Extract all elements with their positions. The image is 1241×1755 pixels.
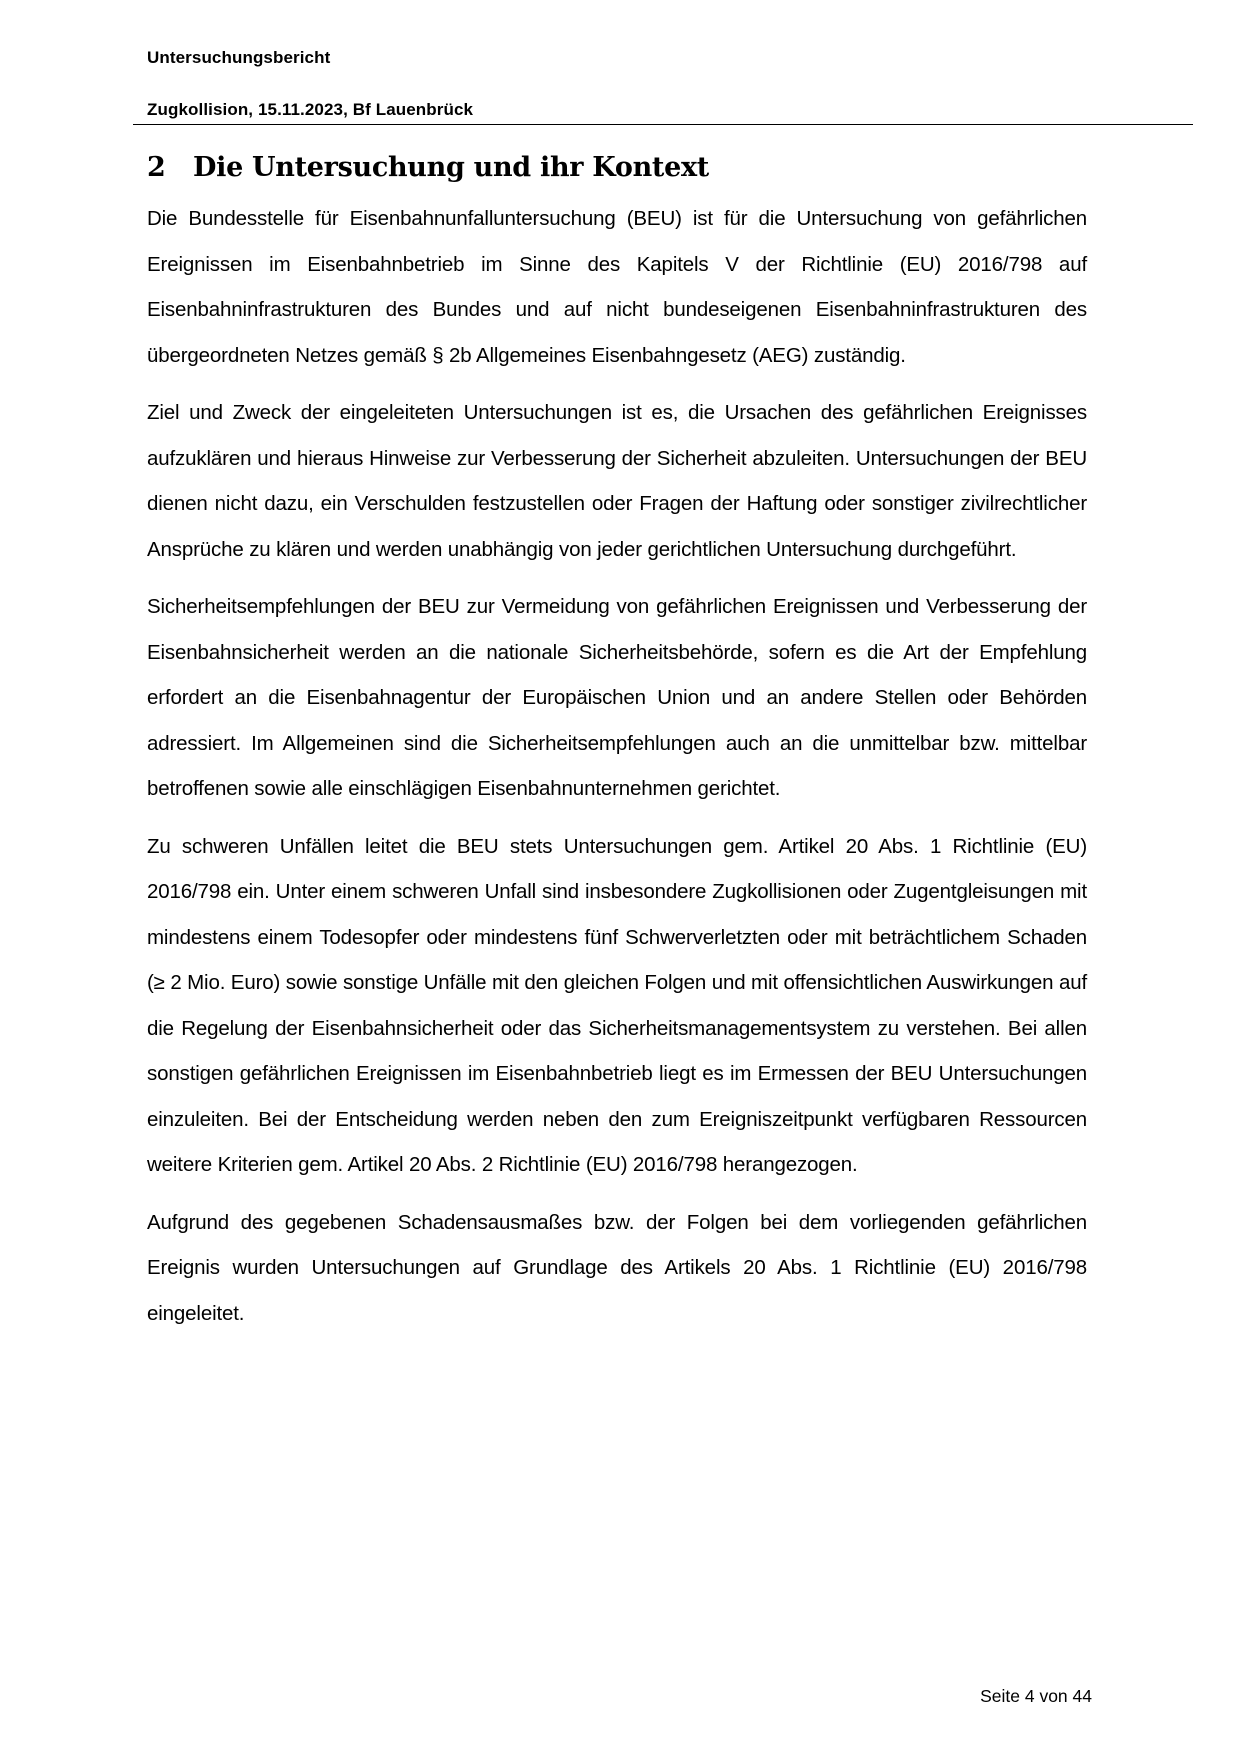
report-type-label: Untersuchungsbericht xyxy=(147,48,331,67)
section-title: Die Untersuchung und ihr Kontext xyxy=(193,152,709,183)
paragraph-serious-accidents: Zu schweren Unfällen leitet die BEU stets Untersuchungen gem. Artikel 20 Abs. 1 Richtlinie (EU) 2016/798 ein. Unter einem schweren Unfall sind insbesondere Zugkollisionen oder Zugentgleisungen mit mindestens einem Todesopfer oder mindestens fünf Schwerverletzten oder mit beträchtlichem Schaden (≥ 2 Mio. Euro) sowie sonstige Unfälle mit den gleichen Folgen und mit offensichtlichen Auswirkungen auf die Regelung der Eisenbahnsicherheit oder das Sicherheitsmanagementsystem zu verstehen. Bei allen sonstigen gefährlichen Ereignissen im Eisenbahnbetrieb liegt es im Ermessen der BEU Untersuchungen einzuleiten. Bei der Entscheidung werden neben den zum Ereigniszeitpunkt verfügbaren Ressourcen weitere Kriterien gem. Artikel 20 Abs. 2 Richtlinie (EU) 2016/798 herangezogen. xyxy=(147,834,1087,1176)
page-number: Seite 4 von 44 xyxy=(980,1686,1092,1706)
section-investigation-context xyxy=(147,148,1087,1348)
section-number: 2 xyxy=(147,152,166,183)
section-heading xyxy=(147,148,1087,188)
paragraph-responsibility: Die Bundesstelle für Eisenbahnunfalluntersuchung (BEU) ist für die Untersuchung von gefährlichen Ereignissen im Eisenbahnbetrieb im Sinne des Kapitels V der Richtlinie (EU) 2016/798 auf Eisenbahninfrastrukturen des Bundes und auf nicht bundeseigenen Eisenbahninfrastrukturen des übergeordneten Netzes gemäß § 2b Allgemeines Eisenbahngesetz (AEG) zuständig. xyxy=(147,207,1087,367)
paragraph-investigation-basis: Aufgrund des gegebenen Schadensausmaßes bzw. der Folgen bei dem vorliegenden gefährlichen Ereignis wurden Untersuchungen auf Grundlage des Artikels 20 Abs. 1 Richtlinie (EU) 2016/798 eingeleitet. xyxy=(147,1210,1087,1325)
paragraph-purpose: Ziel und Zweck der eingeleiteten Untersuchungen ist es, die Ursachen des gefährlichen Ereignisses aufzuklären und hieraus Hinweise zur Verbesserung der Sicherheit abzuleiten. Untersuchungen der BEU dienen nicht dazu, ein Verschulden festzustellen oder Fragen der Haftung oder sonstiger zivilrechtlicher Ansprüche zu klären und werden unabhängig von jeder gerichtlichen Untersuchung durchgeführt. xyxy=(147,401,1087,561)
header-divider xyxy=(133,124,1193,125)
incident-title: Zugkollision, 15.11.2023, Bf Lauenbrück xyxy=(147,100,474,119)
paragraph-safety-recommendations: Sicherheitsempfehlungen der BEU zur Vermeidung von gefährlichen Ereignissen und Verbesserung der Eisenbahnsicherheit werden an die nationale Sicherheitsbehörde, sofern es die Art der Empfehlung erfordert an die Eisenbahnagentur der Europäischen Union und an andere Stellen oder Behörden adressiert. Im Allgemeinen sind die Sicherheitsempfehlungen auch an die unmittelbar bzw. mittelbar betroffenen sowie alle einschlägigen Eisenbahnunternehmen gerichtet. xyxy=(147,595,1087,800)
